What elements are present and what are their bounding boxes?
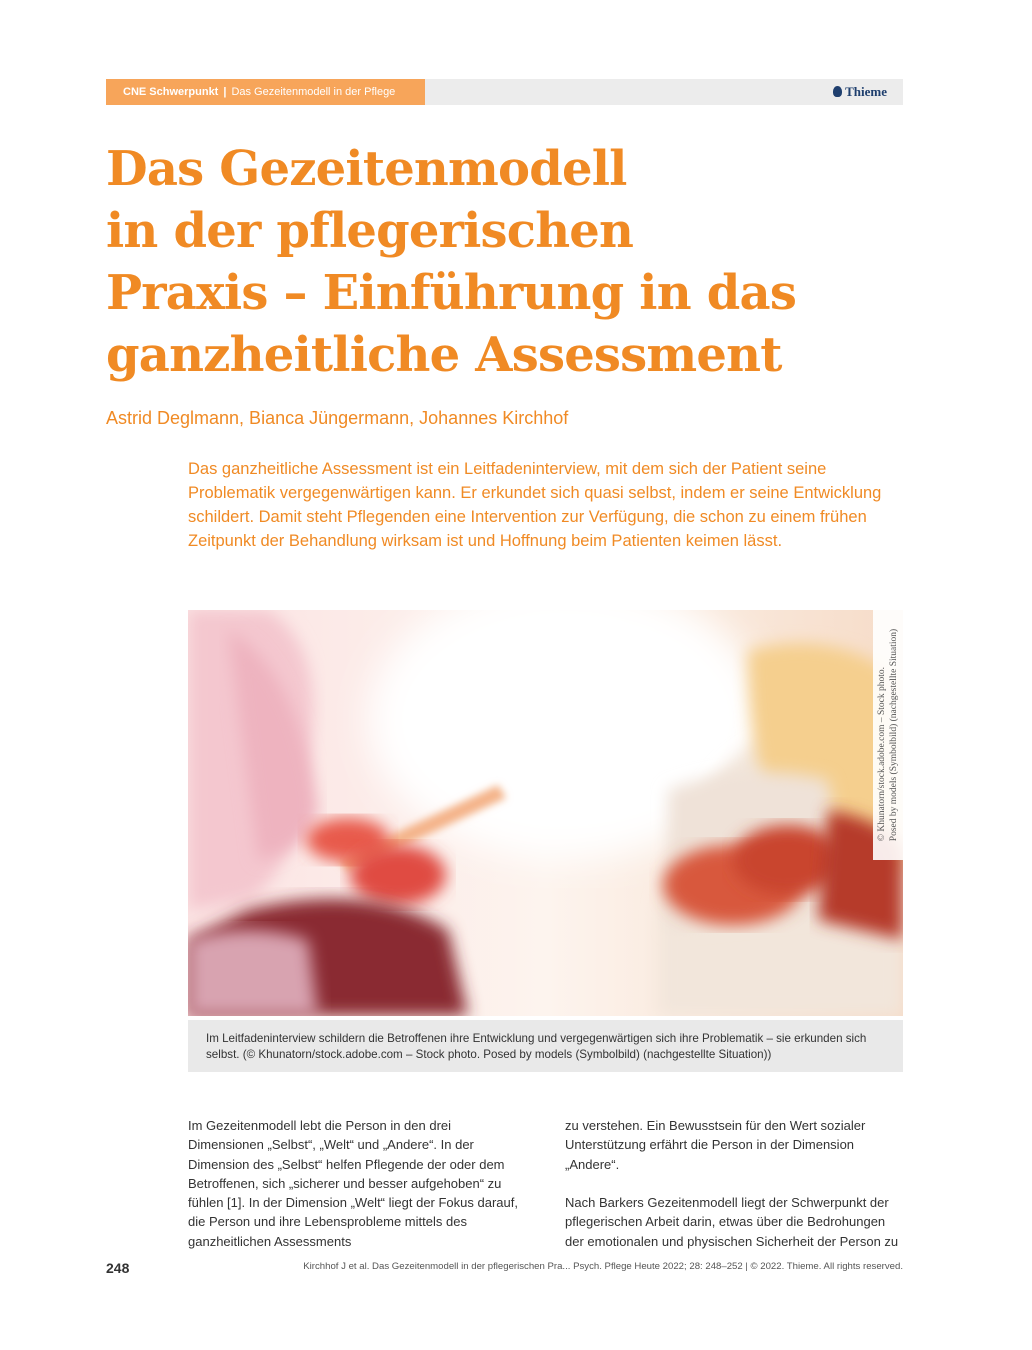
body-paragraph-2: zu verstehen. Ein Bewusstsein für den Wert sozialer Unterstützung erfährt die Person in der Dimension „Andere“.	[565, 1118, 866, 1172]
thieme-logo-icon	[833, 86, 842, 97]
page-number: 248	[106, 1260, 130, 1276]
photo-credit-line-1: © Khunatorn/stock.adobe.com – Stock photo.	[877, 666, 887, 842]
title-line-3: Praxis – Einführung in das	[106, 265, 797, 321]
author-list: Astrid Deglmann, Bianca Jüngermann, Johannes Kirchhof	[106, 408, 569, 428]
section-label: CNE Schwerpunkt	[123, 86, 219, 98]
running-header	[106, 79, 903, 105]
body-paragraph-3: Nach Barkers Gezeitenmodell liegt der Schwerpunkt der pflegerischen Arbeit darin, etwas über die Bedrohungen der emotionalen und physischen Sicherheit der Person zu	[565, 1195, 899, 1249]
body-column-right	[565, 1116, 905, 1251]
article-title	[106, 138, 886, 386]
article-photo	[188, 610, 903, 1016]
article-abstract: Das ganzheitliche Assessment ist ein Leitfadeninterview, mit dem sich der Patient seine Problematik vergegenwärtigen kann. Er erkundet sich quasi selbst, indem er seine Entwicklung schildert. Damit steht Pflegenden eine Intervention zur Verfügung, die schon zu einem frühen Zeitpunkt der Behandlung wirksam ist und Hoffnung beim Patienten keimen lässt.	[188, 460, 882, 550]
topic-label: Das Gezeitenmodell in der Pflege	[231, 86, 396, 98]
body-column-left	[188, 1116, 528, 1251]
photo-credit-line-2: Posed by models (Symbolbild) (nachgestellte Situation)	[889, 628, 899, 842]
body-paragraph-1: Im Gezeitenmodell lebt die Person in den drei Dimensionen „Selbst“, „Welt“ und „Andere“. In der Dimension des „Selbst“ helfen Pflegende der oder dem Betroffenen, sich „sicherer und besser aufgehoben“ zu fühlen [1]. In der Dimension „Welt“ liegt der Fokus darauf, die Person und ihre Lebensprobleme mittels des ganzheitlichen Assessments	[188, 1118, 518, 1249]
footer-citation: Kirchhof J et al. Das Gezeitenmodell in der pflegerischen Pra... Psych. Pflege Heute 2022; 28: 248–252 | © 2022. Thieme. All rights reserved.	[303, 1261, 903, 1272]
publisher-name: Thieme	[845, 84, 887, 99]
figure-caption: Im Leitfadeninterview schildern die Betroffenen ihre Entwicklung und vergegenwärtigen sich ihre Problematik – sie erkunden sich selbst. (© Khunatorn/stock.adobe.com – Stock photo. Posed by models (Symbolbild) (nachgestellte Situation))	[188, 1020, 903, 1072]
photo-credit	[876, 629, 900, 841]
section-tag	[106, 79, 425, 105]
header-separator: |	[223, 86, 227, 98]
title-line-1: Das Gezeitenmodell	[106, 141, 627, 197]
title-line-2: in der pflegerischen	[106, 203, 634, 259]
publisher-logo	[833, 79, 887, 105]
title-line-4: ganzheitliche Assessment	[106, 327, 782, 383]
